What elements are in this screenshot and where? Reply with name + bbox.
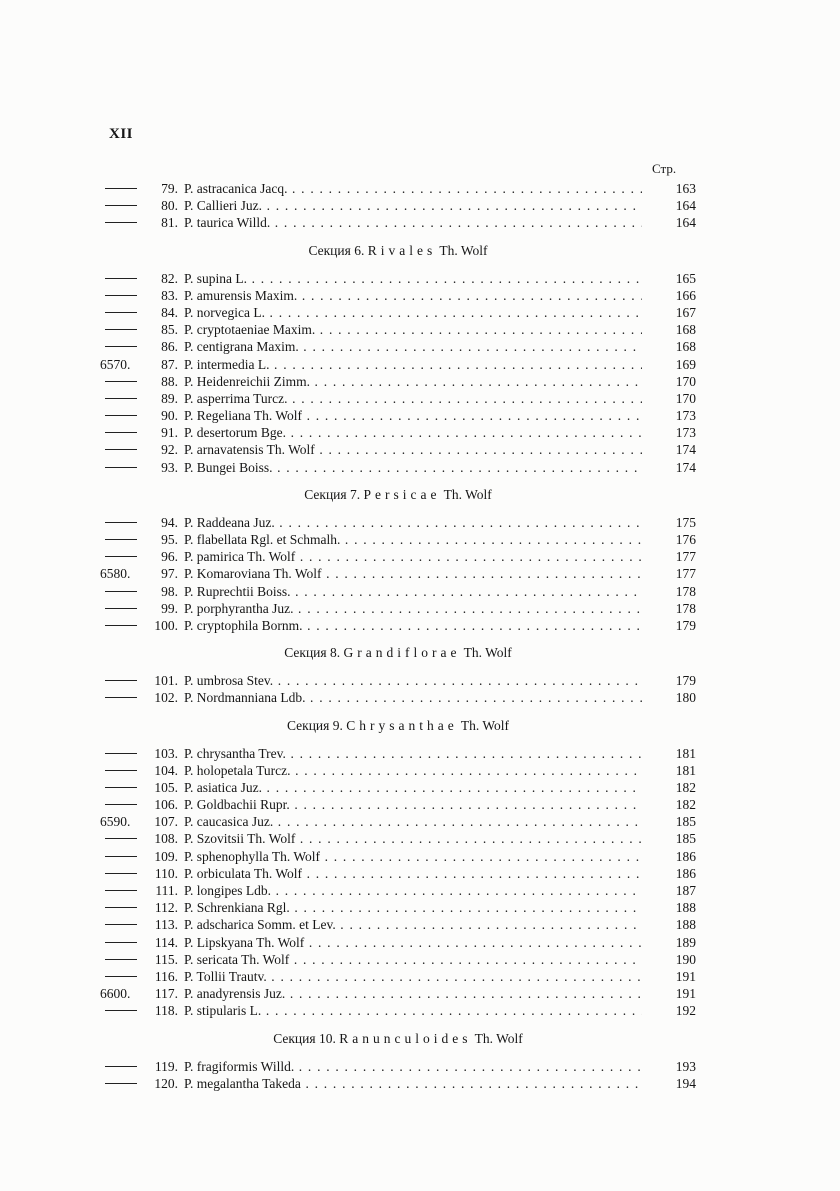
dash-placeholder bbox=[105, 295, 137, 296]
entry-page: 174 bbox=[675, 459, 696, 475]
entry-page: 167 bbox=[675, 304, 696, 320]
entry-name: P. megalantha Takeda . . . bbox=[184, 1075, 642, 1092]
entry-index: 98. bbox=[161, 583, 178, 599]
toc-section bbox=[100, 1020, 696, 1092]
entry-index: 87. bbox=[161, 356, 178, 372]
toc-entry bbox=[100, 848, 696, 865]
toc-entry bbox=[100, 985, 696, 1002]
section-title: Rivales bbox=[367, 242, 437, 258]
toc-entry bbox=[100, 617, 696, 634]
dash-placeholder bbox=[105, 467, 137, 468]
entry-index: 105. bbox=[154, 779, 178, 795]
entry-page: 193 bbox=[675, 1058, 696, 1074]
entry-page: 194 bbox=[675, 1075, 696, 1091]
entry-page: 192 bbox=[675, 1003, 696, 1019]
entry-index: 81. bbox=[161, 215, 178, 231]
dash-placeholder bbox=[105, 753, 137, 754]
entry-page: 173 bbox=[675, 425, 696, 441]
toc-entry bbox=[100, 1058, 696, 1075]
entry-name: P. flabellata Rgl. et Schmalh. . . . bbox=[184, 531, 642, 548]
entry-name: P. anadyrensis Juz. . . . bbox=[184, 985, 642, 1002]
entry-page: 179 bbox=[675, 617, 696, 633]
toc-entry bbox=[100, 356, 696, 373]
entry-index: 90. bbox=[161, 408, 178, 424]
dash-placeholder bbox=[105, 346, 137, 347]
toc-entry bbox=[100, 441, 696, 458]
toc-section bbox=[100, 180, 696, 232]
entry-name: P. arnavatensis Th. Wolf . . . bbox=[184, 441, 642, 458]
toc-entry bbox=[100, 600, 696, 617]
toc-entry bbox=[100, 565, 696, 582]
dash-placeholder bbox=[105, 556, 137, 557]
section-author: Th. Wolf bbox=[443, 486, 492, 502]
entry-page: 186 bbox=[675, 865, 696, 881]
entry-name: P. Bungei Boiss. . . . bbox=[184, 459, 642, 476]
dash-placeholder bbox=[105, 381, 137, 382]
entry-name: P. adscharica Somm. et Lev. . . . bbox=[184, 916, 642, 933]
dash-placeholder bbox=[105, 942, 137, 943]
entry-name: P. orbiculata Th. Wolf . . . bbox=[184, 865, 642, 882]
entry-name: P. Schrenkiana Rgl. . . . bbox=[184, 899, 642, 916]
entry-name: P. desertorum Bge. . . . bbox=[184, 424, 642, 441]
entry-page: 180 bbox=[675, 690, 696, 706]
toc-section bbox=[100, 707, 696, 1020]
section-heading bbox=[100, 476, 696, 514]
section-prefix: Секция 10. bbox=[273, 1030, 336, 1046]
toc-entry bbox=[100, 304, 696, 321]
entry-number: 6590. bbox=[100, 814, 131, 830]
entry-index: 109. bbox=[154, 848, 178, 864]
entry-name: P. sphenophylla Th. Wolf . . . bbox=[184, 848, 642, 865]
toc-entry bbox=[100, 214, 696, 231]
dash-placeholder bbox=[105, 415, 137, 416]
section-heading bbox=[100, 707, 696, 745]
entry-page: 191 bbox=[675, 968, 696, 984]
toc-entry bbox=[100, 287, 696, 304]
entry-index: 84. bbox=[161, 304, 178, 320]
entry-page: 164 bbox=[675, 198, 696, 214]
entry-name: P. chrysantha Trev. . . . bbox=[184, 745, 642, 762]
entry-page: 182 bbox=[675, 779, 696, 795]
entry-page: 181 bbox=[675, 745, 696, 761]
entry-index: 112. bbox=[154, 900, 178, 916]
entry-index: 107. bbox=[154, 814, 178, 830]
entry-name: P. centigrana Maxim. . . . bbox=[184, 338, 642, 355]
entry-page: 165 bbox=[675, 270, 696, 286]
entry-name: P. Regeliana Th. Wolf . . . bbox=[184, 407, 642, 424]
entry-index: 96. bbox=[161, 549, 178, 565]
dash-placeholder bbox=[105, 907, 137, 908]
toc-entry bbox=[100, 745, 696, 762]
entry-name: P. taurica Willd. . . . bbox=[184, 214, 642, 231]
toc-entry bbox=[100, 270, 696, 287]
toc-entry bbox=[100, 583, 696, 600]
entry-index: 95. bbox=[161, 532, 178, 547]
entry-index: 92. bbox=[161, 442, 178, 458]
toc-entry bbox=[100, 762, 696, 779]
toc-entry bbox=[100, 779, 696, 796]
toc-entry bbox=[100, 180, 696, 197]
toc-entry bbox=[100, 951, 696, 968]
toc-entry bbox=[100, 689, 696, 706]
entry-page: 185 bbox=[675, 831, 696, 847]
dash-placeholder bbox=[105, 770, 137, 771]
entry-index: 116. bbox=[154, 968, 178, 984]
entry-index: 117. bbox=[154, 986, 178, 1002]
toc-entry bbox=[100, 865, 696, 882]
section-title: Chrysanthae bbox=[346, 717, 458, 733]
entry-page: 176 bbox=[675, 532, 696, 547]
entry-index: 103. bbox=[154, 745, 178, 761]
entry-name: P. Nordmanniana Ldb. . . . bbox=[184, 689, 642, 706]
entry-name: P. Tollii Trautv. . . . bbox=[184, 968, 642, 985]
entry-name: P. umbrosa Stev. . . . bbox=[184, 672, 642, 689]
entry-page: 187 bbox=[675, 883, 696, 898]
entry-index: 118. bbox=[154, 1003, 178, 1019]
entry-page: 178 bbox=[675, 583, 696, 599]
entry-index: 113. bbox=[154, 917, 178, 933]
entry-page: 186 bbox=[675, 848, 696, 864]
section-author: Th. Wolf bbox=[460, 717, 510, 733]
dash-placeholder bbox=[105, 205, 137, 206]
dash-placeholder bbox=[105, 449, 137, 450]
entry-name: P. Szovitsii Th. Wolf . . . bbox=[184, 830, 642, 847]
toc-entry bbox=[100, 796, 696, 813]
entry-index: 104. bbox=[154, 762, 178, 778]
entry-index: 94. bbox=[161, 514, 178, 530]
dash-placeholder bbox=[105, 398, 137, 399]
entry-index: 80. bbox=[161, 198, 178, 214]
dash-placeholder bbox=[105, 608, 137, 609]
entry-index: 79. bbox=[161, 181, 178, 196]
section-author: Th. Wolf bbox=[463, 645, 512, 661]
entry-name: P. astracanica Jacq. . . . bbox=[184, 180, 642, 197]
entry-name: P. sericata Th. Wolf . . . bbox=[184, 951, 642, 968]
entry-number: 6600. bbox=[100, 986, 131, 1002]
entry-page: 182 bbox=[675, 797, 696, 813]
dash-placeholder bbox=[105, 625, 137, 626]
toc-entry bbox=[100, 390, 696, 407]
entry-page: 175 bbox=[675, 514, 696, 530]
entry-index: 99. bbox=[161, 600, 178, 616]
toc-entry bbox=[100, 1075, 696, 1092]
entry-name: P. Goldbachii Rupr. . . . bbox=[184, 796, 642, 813]
entry-page: 178 bbox=[675, 600, 696, 616]
entry-page: 181 bbox=[675, 762, 696, 778]
dash-placeholder bbox=[105, 959, 137, 960]
entry-index: 106. bbox=[154, 797, 178, 813]
entry-index: 101. bbox=[154, 673, 178, 689]
entry-name: P. Callieri Juz. . . . bbox=[184, 197, 642, 214]
section-prefix: Секция 8. bbox=[284, 645, 341, 661]
dash-placeholder bbox=[105, 838, 137, 839]
entry-index: 115. bbox=[154, 951, 178, 967]
entry-name: P. holopetala Turcz. . . . bbox=[184, 762, 642, 779]
entry-page: 164 bbox=[675, 215, 696, 231]
dash-placeholder bbox=[105, 976, 137, 977]
dash-placeholder bbox=[105, 1083, 137, 1084]
entry-index: 114. bbox=[154, 934, 178, 950]
dash-placeholder bbox=[105, 787, 137, 788]
toc-section bbox=[100, 476, 696, 634]
entry-name: P. Lipskyana Th. Wolf . . . bbox=[184, 934, 642, 951]
dash-placeholder bbox=[105, 697, 137, 698]
toc-entry bbox=[100, 531, 696, 548]
entry-page: 170 bbox=[675, 373, 696, 389]
toc-entry bbox=[100, 916, 696, 933]
entry-name: P. cryptotaeniae Maxim. . . . bbox=[184, 321, 642, 338]
dash-placeholder bbox=[105, 329, 137, 330]
entry-page: 173 bbox=[675, 408, 696, 424]
entry-index: 83. bbox=[161, 287, 178, 303]
entry-page: 189 bbox=[675, 934, 696, 950]
dash-placeholder bbox=[105, 1066, 137, 1067]
toc-entry bbox=[100, 321, 696, 338]
dash-placeholder bbox=[105, 278, 137, 279]
dash-placeholder bbox=[105, 539, 137, 540]
entry-index: 108. bbox=[154, 831, 178, 847]
entry-index: 110. bbox=[154, 865, 178, 881]
toc-entry bbox=[100, 459, 696, 476]
dash-placeholder bbox=[105, 1010, 137, 1011]
entry-index: 119. bbox=[154, 1058, 178, 1074]
entry-name: P. supina L. . . . bbox=[184, 270, 642, 287]
entry-page: 190 bbox=[675, 951, 696, 967]
toc-entry bbox=[100, 934, 696, 951]
toc-entry bbox=[100, 672, 696, 689]
section-prefix: Секция 7. bbox=[304, 486, 361, 502]
entry-page: 166 bbox=[675, 287, 696, 303]
entry-name: P. asiatica Juz. . . . bbox=[184, 779, 642, 796]
toc-entry bbox=[100, 338, 696, 355]
entry-index: 82. bbox=[161, 270, 178, 286]
entry-page: 179 bbox=[675, 673, 696, 689]
dash-placeholder bbox=[105, 804, 137, 805]
entry-name: P. amurensis Maxim. . . . bbox=[184, 287, 642, 304]
entry-index: 100. bbox=[154, 617, 178, 633]
entry-name: P. Ruprechtii Boiss. . . . bbox=[184, 583, 642, 600]
toc-entry bbox=[100, 813, 696, 830]
entry-name: P. fragiformis Willd. . . . bbox=[184, 1058, 642, 1075]
toc-section bbox=[100, 232, 696, 476]
entry-name: P. asperrima Turcz. . . . bbox=[184, 390, 642, 407]
toc-entry bbox=[100, 373, 696, 390]
entry-page: 168 bbox=[675, 322, 696, 338]
entry-name: P. Raddeana Juz. . . . bbox=[184, 514, 642, 531]
entry-index: 120. bbox=[154, 1075, 178, 1091]
dash-placeholder bbox=[105, 522, 137, 523]
dash-placeholder bbox=[105, 222, 137, 223]
section-heading bbox=[100, 634, 696, 672]
toc-entry bbox=[100, 514, 696, 531]
section-title: Persicae bbox=[363, 486, 441, 502]
entry-index: 91. bbox=[161, 425, 178, 441]
section-prefix: Секция 9. bbox=[286, 717, 343, 733]
toc-entry bbox=[100, 1002, 696, 1019]
entry-name: P. norvegica L. . . . bbox=[184, 304, 642, 321]
entry-name: P. caucasica Juz. . . . bbox=[184, 813, 642, 830]
section-title: Grandiflorae bbox=[343, 645, 461, 661]
entry-name: P. Heidenreichii Zimm. . . . bbox=[184, 373, 642, 390]
dash-placeholder bbox=[105, 312, 137, 313]
entry-index: 111. bbox=[155, 883, 178, 898]
entry-page: 169 bbox=[675, 356, 696, 372]
entry-name: P. porphyrantha Juz. . . . bbox=[184, 600, 642, 617]
dash-placeholder bbox=[105, 873, 137, 874]
dash-placeholder bbox=[105, 680, 137, 681]
toc-entry bbox=[100, 830, 696, 847]
entry-page: 170 bbox=[675, 390, 696, 406]
page-column-label: Стр. bbox=[652, 161, 677, 176]
dash-placeholder bbox=[105, 432, 137, 433]
entry-index: 86. bbox=[161, 339, 178, 355]
toc-entry bbox=[100, 968, 696, 985]
entry-page: 177 bbox=[675, 566, 696, 582]
section-prefix: Секция 6. bbox=[308, 242, 365, 258]
toc-entry bbox=[100, 899, 696, 916]
entry-page: 168 bbox=[675, 339, 696, 355]
entry-name: P. cryptophila Bornm. . . . bbox=[184, 617, 642, 634]
entry-index: 89. bbox=[161, 390, 178, 406]
section-heading bbox=[100, 1020, 696, 1058]
table-of-contents bbox=[100, 180, 696, 1092]
entry-index: 93. bbox=[161, 459, 178, 475]
entry-number: 6580. bbox=[100, 566, 131, 582]
entry-page: 191 bbox=[675, 986, 696, 1002]
section-author: Th. Wolf bbox=[474, 1030, 523, 1046]
entry-number: 6570. bbox=[100, 356, 131, 372]
dash-placeholder bbox=[105, 856, 137, 857]
entry-index: 97. bbox=[161, 566, 178, 582]
toc-section bbox=[100, 634, 696, 706]
entry-index: 102. bbox=[154, 690, 178, 706]
toc-entry bbox=[100, 197, 696, 214]
entry-page: 177 bbox=[675, 549, 696, 565]
entry-name: P. intermedia L. . . . bbox=[184, 356, 642, 373]
entry-page: 188 bbox=[675, 900, 696, 916]
section-title: Ranunculoides bbox=[339, 1030, 472, 1046]
dash-placeholder bbox=[105, 890, 137, 891]
entry-page: 174 bbox=[675, 442, 696, 458]
toc-entry bbox=[100, 424, 696, 441]
entry-page: 163 bbox=[675, 181, 696, 196]
dash-placeholder bbox=[105, 188, 137, 189]
entry-name: P. Komaroviana Th. Wolf . . . bbox=[184, 565, 642, 582]
dash-placeholder bbox=[105, 591, 137, 592]
entry-page: 185 bbox=[675, 814, 696, 830]
toc-entry bbox=[100, 548, 696, 565]
page-number: XII bbox=[109, 126, 134, 142]
section-author: Th. Wolf bbox=[439, 242, 488, 258]
entry-name: P. stipularis L. . . . bbox=[184, 1002, 642, 1019]
entry-name: P. longipes Ldb. . . . bbox=[184, 882, 642, 899]
toc-entry bbox=[100, 407, 696, 424]
entry-index: 88. bbox=[161, 373, 178, 389]
entry-index: 85. bbox=[161, 322, 178, 338]
dash-placeholder bbox=[105, 924, 137, 925]
entry-page: 188 bbox=[675, 917, 696, 933]
entry-name: P. pamirica Th. Wolf . . . bbox=[184, 548, 642, 565]
section-heading bbox=[100, 232, 696, 270]
toc-entry bbox=[100, 882, 696, 899]
